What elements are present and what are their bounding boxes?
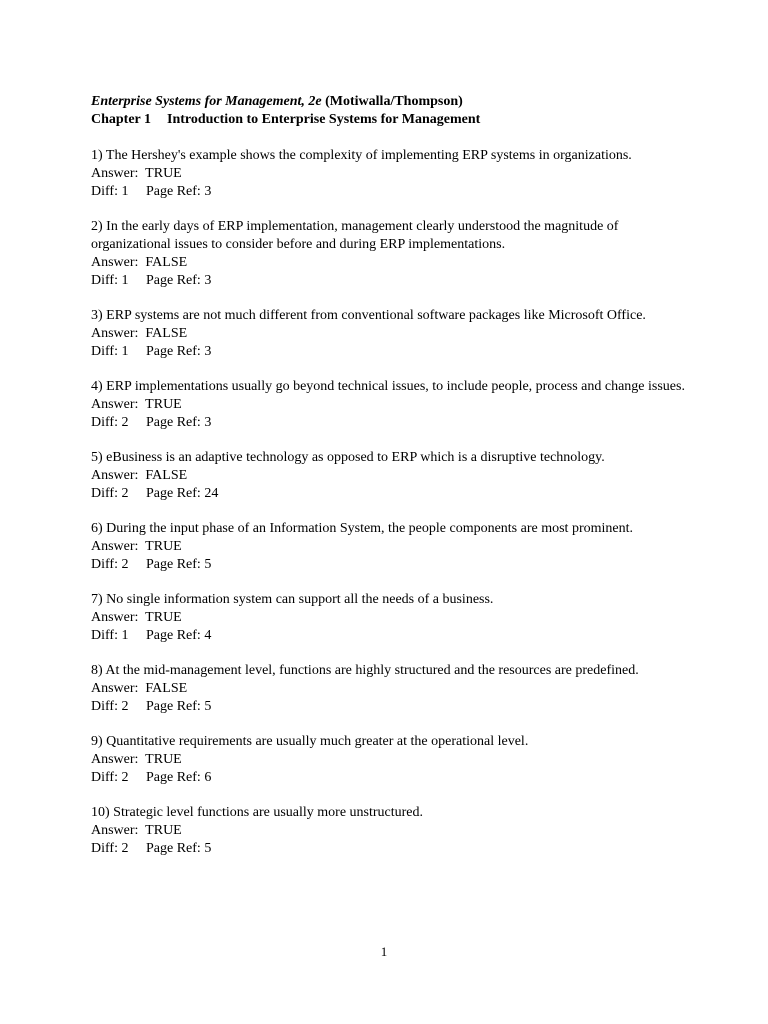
- question-answer: Answer: TRUE: [91, 539, 182, 554]
- question-answer: Answer: TRUE: [91, 752, 182, 767]
- question-difficulty: Diff: 2: [91, 415, 129, 430]
- question-answer: Answer: TRUE: [91, 166, 182, 181]
- question-item: [91, 218, 691, 290]
- question-meta: [91, 698, 691, 716]
- question-meta: [91, 769, 691, 787]
- question-answer: Answer: TRUE: [91, 397, 182, 412]
- question-page-ref: Page Ref: 24: [146, 486, 219, 501]
- question-difficulty: Diff: 2: [91, 557, 129, 572]
- question-meta: [91, 414, 691, 432]
- question-meta: [91, 183, 691, 201]
- question-page-ref: Page Ref: 3: [146, 415, 212, 430]
- question-text: 9) Quantitative requirements are usually much greater at the operational level.: [91, 734, 529, 749]
- question-text: 10) Strategic level functions are usually more unstructured.: [91, 805, 424, 820]
- question-answer: Answer: FALSE: [91, 468, 188, 483]
- chapter-title: Introduction to Enterprise Systems for Management: [167, 112, 481, 127]
- question-answer: Answer: FALSE: [91, 255, 188, 270]
- question-meta: [91, 272, 691, 290]
- question-meta: [91, 840, 691, 858]
- question-text: 8) At the mid-management level, functions are highly structured and the resources are predefined.: [91, 663, 639, 678]
- book-title-line: [91, 93, 691, 111]
- question-page-ref: Page Ref: 3: [146, 184, 212, 199]
- question-page-ref: Page Ref: 3: [146, 273, 212, 288]
- question-answer: Answer: FALSE: [91, 326, 188, 341]
- question-page-ref: Page Ref: 5: [146, 557, 212, 572]
- question-item: [91, 804, 691, 858]
- question-page-ref: Page Ref: 3: [146, 344, 212, 359]
- question-text: 1) The Hershey's example shows the complexity of implementing ERP systems in organizations.: [91, 148, 632, 163]
- question-page-ref: Page Ref: 4: [146, 628, 212, 643]
- question-answer: Answer: TRUE: [91, 823, 182, 838]
- question-meta: [91, 556, 691, 574]
- question-item: [91, 662, 691, 716]
- question-meta: [91, 485, 691, 503]
- question-difficulty: Diff: 1: [91, 184, 129, 199]
- question-difficulty: Diff: 1: [91, 628, 129, 643]
- question-text: 2) In the early days of ERP implementation, management clearly understood the magnitude of organizational issues to consider before and during ERP implementations.: [91, 219, 619, 252]
- question-text: 3) ERP systems are not much different from conventional software packages like Microsoft Office.: [91, 308, 646, 323]
- page-content: [91, 93, 691, 858]
- question-text: 4) ERP implementations usually go beyond technical issues, to include people, process and change issues.: [91, 379, 685, 394]
- question-difficulty: Diff: 2: [91, 486, 129, 501]
- question-difficulty: Diff: 2: [91, 699, 129, 714]
- question-item: [91, 307, 691, 361]
- question-text: 5) eBusiness is an adaptive technology as opposed to ERP which is a disruptive technology.: [91, 450, 605, 465]
- question-page-ref: Page Ref: 5: [146, 699, 212, 714]
- question-difficulty: Diff: 2: [91, 770, 129, 785]
- question-item: [91, 378, 691, 432]
- question-page-ref: Page Ref: 6: [146, 770, 212, 785]
- question-meta: [91, 343, 691, 361]
- question-text: 6) During the input phase of an Information System, the people components are most prominent.: [91, 521, 633, 536]
- book-authors: (Motiwalla/Thompson): [321, 94, 463, 109]
- question-item: [91, 733, 691, 787]
- question-item: [91, 147, 691, 201]
- chapter-label: Chapter 1: [91, 112, 152, 127]
- question-difficulty: Diff: 1: [91, 344, 129, 359]
- book-title: Enterprise Systems for Management, 2e: [91, 94, 322, 109]
- question-text: 7) No single information system can support all the needs of a business.: [91, 592, 494, 607]
- page-number: 1: [380, 944, 388, 959]
- chapter-heading: [91, 111, 691, 129]
- question-item: [91, 591, 691, 645]
- question-page-ref: Page Ref: 5: [146, 841, 212, 856]
- question-difficulty: Diff: 2: [91, 841, 129, 856]
- question-difficulty: Diff: 1: [91, 273, 129, 288]
- question-answer: Answer: FALSE: [91, 681, 188, 696]
- question-item: [91, 449, 691, 503]
- question-list: [91, 147, 691, 858]
- question-item: [91, 520, 691, 574]
- question-meta: [91, 627, 691, 645]
- question-answer: Answer: TRUE: [91, 610, 182, 625]
